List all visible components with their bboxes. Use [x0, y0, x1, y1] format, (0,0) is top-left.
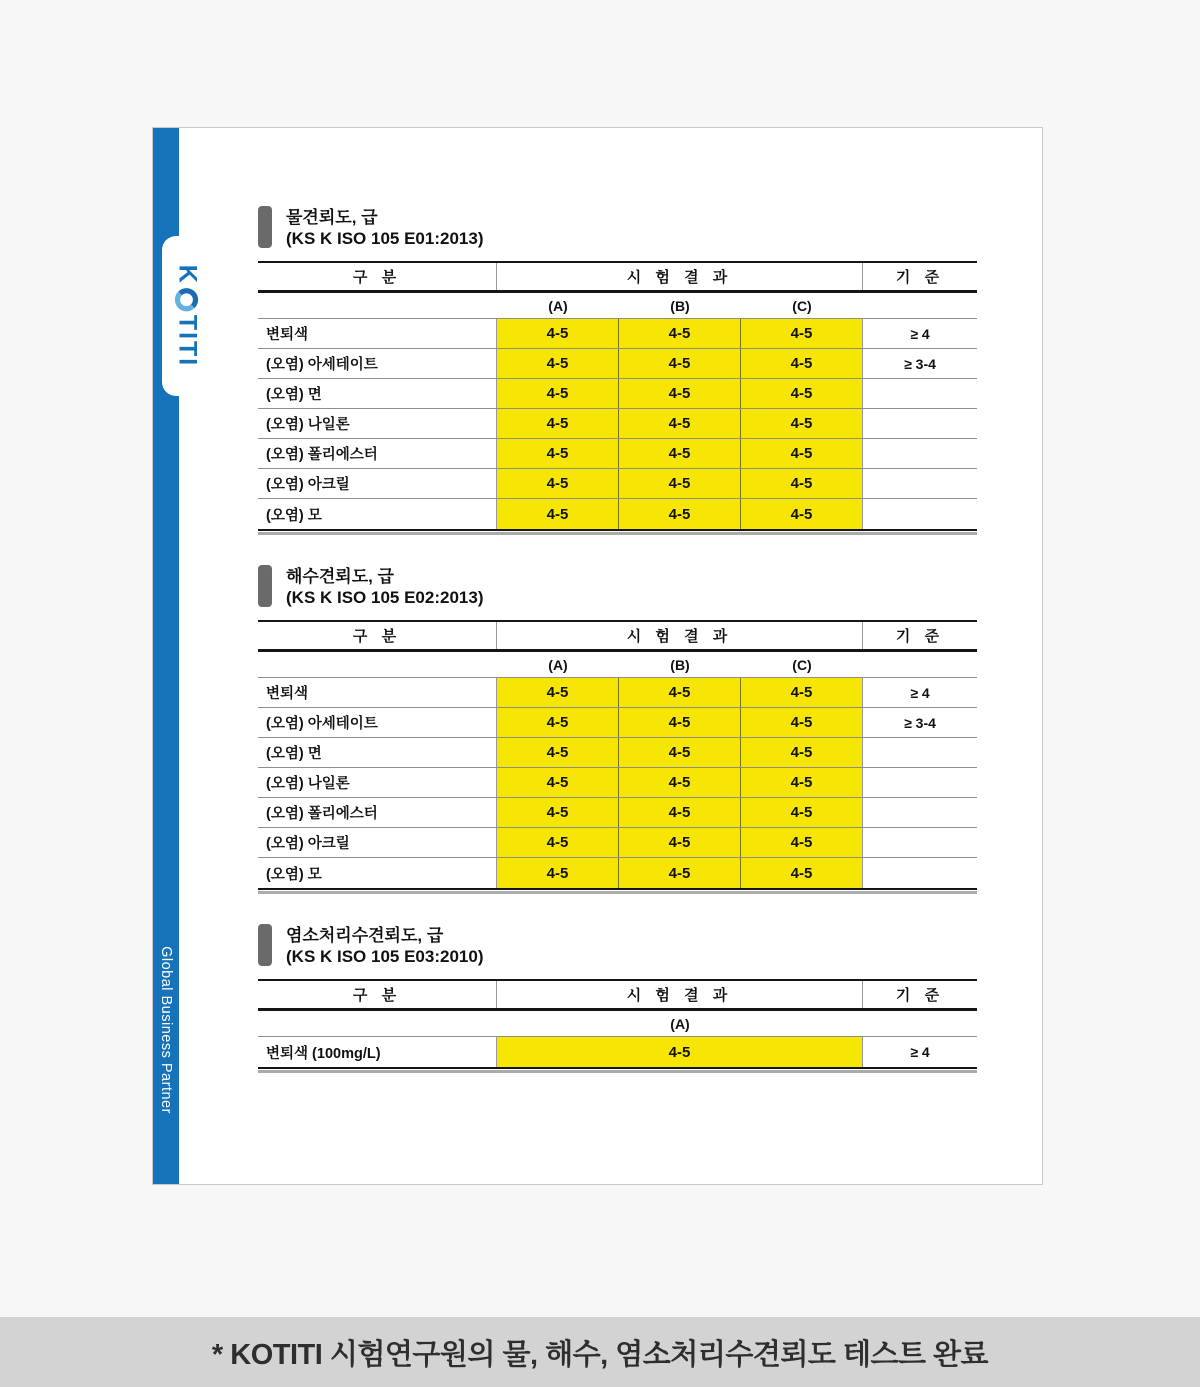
seawater-fastness-table — [258, 620, 977, 894]
table-row — [258, 678, 977, 708]
table-row — [258, 738, 977, 768]
criteria-value: ≥ 3-4 — [904, 355, 936, 372]
table-row — [258, 439, 977, 469]
result-value: 4-5 — [741, 379, 863, 408]
kotiti-logo-tab — [162, 236, 212, 396]
footer-note: * KOTITI 시험연구원의 물, 해수, 염소처리수견뢰도 테스트 완료 — [211, 1338, 989, 1371]
result-value: 4-5 — [741, 319, 863, 348]
subheader-specimen: (A) — [548, 297, 568, 314]
row-label: (오염) 모 — [258, 858, 497, 888]
result-value: 4-5 — [619, 678, 741, 707]
result-value: 4-5 — [619, 379, 741, 408]
result-value: 4-5 — [741, 678, 863, 707]
row-label: (오염) 폴리에스터 — [258, 798, 497, 827]
result-value: 4-5 — [497, 319, 619, 348]
criteria-value: ≥ 4 — [910, 1044, 930, 1060]
subheader-spacer — [258, 652, 497, 677]
table-row — [258, 768, 977, 798]
result-value: 4-5 — [497, 738, 619, 767]
result-value: 4-5 — [741, 439, 863, 468]
report-content — [258, 206, 977, 1103]
result-value: 4-5 — [497, 1037, 863, 1067]
result-value: 4-5 — [497, 349, 619, 378]
col-header-category: 구 분 — [258, 981, 497, 1008]
result-value: 4-5 — [497, 439, 619, 468]
section-title: 물견뢰도, 급 — [286, 208, 378, 227]
subheader-spacer — [258, 1011, 497, 1036]
kotiti-logo-k: K — [173, 264, 202, 285]
table-row — [258, 409, 977, 439]
subheader-spacer — [863, 293, 977, 318]
row-label: (오염) 아세테이트 — [258, 349, 497, 378]
result-value: 4-5 — [619, 768, 741, 797]
table-row — [258, 293, 977, 319]
result-value: 4-5 — [741, 798, 863, 827]
row-label: (오염) 나일론 — [258, 768, 497, 797]
result-value: 4-5 — [741, 409, 863, 438]
criteria-value: ≥ 4 — [910, 325, 930, 342]
table-end-rule — [258, 1067, 977, 1073]
water-fastness-table — [258, 261, 977, 535]
table-row — [258, 979, 977, 1008]
result-value: 4-5 — [497, 828, 619, 857]
table-row — [258, 261, 977, 290]
subheader-spacer — [863, 1011, 977, 1036]
col-header-result: 시 험 결 과 — [497, 622, 863, 649]
result-value: 4-5 — [619, 469, 741, 498]
section-water-fastness — [258, 206, 977, 535]
result-value: 4-5 — [741, 738, 863, 767]
table-row — [258, 858, 977, 888]
table-row — [258, 469, 977, 499]
subheader-specimen: (B) — [670, 297, 690, 314]
result-value: 4-5 — [497, 708, 619, 737]
result-value: 4-5 — [619, 439, 741, 468]
table-row — [258, 652, 977, 678]
result-value: 4-5 — [619, 828, 741, 857]
result-value: 4-5 — [619, 798, 741, 827]
result-value: 4-5 — [497, 768, 619, 797]
row-label: 변퇴색 (100mg/L) — [258, 1037, 497, 1067]
brand-tagline: Global Business Partner — [158, 946, 174, 1114]
result-value: 4-5 — [619, 409, 741, 438]
criteria-value — [863, 738, 977, 767]
subheader-specimen: (B) — [670, 656, 690, 673]
criteria-value — [863, 828, 977, 857]
result-value: 4-5 — [741, 828, 863, 857]
subheader-spacer — [258, 293, 497, 318]
table-end-rule — [258, 529, 977, 535]
result-value: 4-5 — [497, 798, 619, 827]
section-header — [258, 206, 977, 249]
col-header-result: 시 험 결 과 — [497, 981, 863, 1008]
col-header-criteria: 기 준 — [895, 628, 945, 645]
table-row — [258, 1011, 977, 1037]
criteria-value — [863, 379, 977, 408]
table-row — [258, 379, 977, 409]
table-row — [258, 499, 977, 529]
table-end-rule — [258, 888, 977, 894]
criteria-value — [863, 499, 977, 529]
table-row — [258, 620, 977, 649]
criteria-value — [863, 409, 977, 438]
section-standard: (KS K ISO 105 E03:2010) — [286, 947, 484, 966]
result-value: 4-5 — [619, 738, 741, 767]
criteria-value: ≥ 4 — [910, 684, 930, 701]
kotiti-logo — [173, 265, 202, 368]
subheader-specimen: (C) — [792, 656, 812, 673]
section-chlorinated-water-fastness — [258, 924, 977, 1073]
result-value: 4-5 — [619, 858, 741, 888]
subheader-specimen: (A) — [548, 656, 568, 673]
result-value: 4-5 — [497, 409, 619, 438]
result-value: 4-5 — [497, 858, 619, 888]
row-label: (오염) 아크릴 — [258, 828, 497, 857]
criteria-value — [863, 798, 977, 827]
tagline-wrap — [153, 946, 179, 1114]
result-value: 4-5 — [741, 858, 863, 888]
col-header-criteria: 기 준 — [895, 269, 945, 286]
result-value: 4-5 — [741, 499, 863, 529]
result-value: 4-5 — [619, 499, 741, 529]
table-row — [258, 1037, 977, 1067]
row-label: (오염) 나일론 — [258, 409, 497, 438]
table-row — [258, 319, 977, 349]
row-label: (오염) 아세테이트 — [258, 708, 497, 737]
result-value: 4-5 — [497, 379, 619, 408]
table-row — [258, 708, 977, 738]
result-value: 4-5 — [741, 349, 863, 378]
section-seawater-fastness — [258, 565, 977, 894]
row-label: (오염) 폴리에스터 — [258, 439, 497, 468]
criteria-value — [863, 768, 977, 797]
section-header — [258, 924, 977, 967]
result-value: 4-5 — [619, 708, 741, 737]
result-value: 4-5 — [741, 768, 863, 797]
col-header-category: 구 분 — [258, 263, 497, 290]
kotiti-logo-titi: TITI — [173, 314, 202, 368]
row-label: (오염) 면 — [258, 379, 497, 408]
criteria-value — [863, 469, 977, 498]
row-label: 변퇴색 — [258, 319, 497, 348]
result-value: 4-5 — [497, 499, 619, 529]
section-bullet — [258, 206, 272, 248]
report-sheet — [152, 127, 1043, 1185]
col-header-category: 구 분 — [258, 622, 497, 649]
result-value: 4-5 — [497, 469, 619, 498]
col-header-criteria: 기 준 — [895, 987, 945, 1004]
row-label: (오염) 아크릴 — [258, 469, 497, 498]
result-value: 4-5 — [741, 469, 863, 498]
subheader-specimen: (C) — [792, 297, 812, 314]
criteria-value: ≥ 3-4 — [904, 714, 936, 731]
row-label: 변퇴색 — [258, 678, 497, 707]
section-title: 해수견뢰도, 급 — [286, 567, 394, 586]
result-value: 4-5 — [497, 678, 619, 707]
table-row — [258, 828, 977, 858]
criteria-value — [863, 439, 977, 468]
row-label: (오염) 모 — [258, 499, 497, 529]
row-label: (오염) 면 — [258, 738, 497, 767]
result-value: 4-5 — [741, 708, 863, 737]
result-value: 4-5 — [619, 349, 741, 378]
result-value: 4-5 — [619, 319, 741, 348]
section-standard: (KS K ISO 105 E02:2013) — [286, 588, 484, 607]
table-row — [258, 349, 977, 379]
section-standard: (KS K ISO 105 E01:2013) — [286, 229, 484, 248]
section-header — [258, 565, 977, 608]
subheader-specimen: (A) — [670, 1015, 690, 1032]
chlorinated-water-fastness-table — [258, 979, 977, 1073]
subheader-spacer — [863, 652, 977, 677]
col-header-result: 시 험 결 과 — [497, 263, 863, 290]
criteria-value — [863, 858, 977, 888]
kotiti-swirl-o-icon — [174, 287, 200, 313]
footer-band — [0, 1317, 1200, 1387]
section-title: 염소처리수견뢰도, 급 — [286, 926, 444, 945]
section-bullet — [258, 565, 272, 607]
table-row — [258, 798, 977, 828]
section-bullet — [258, 924, 272, 966]
